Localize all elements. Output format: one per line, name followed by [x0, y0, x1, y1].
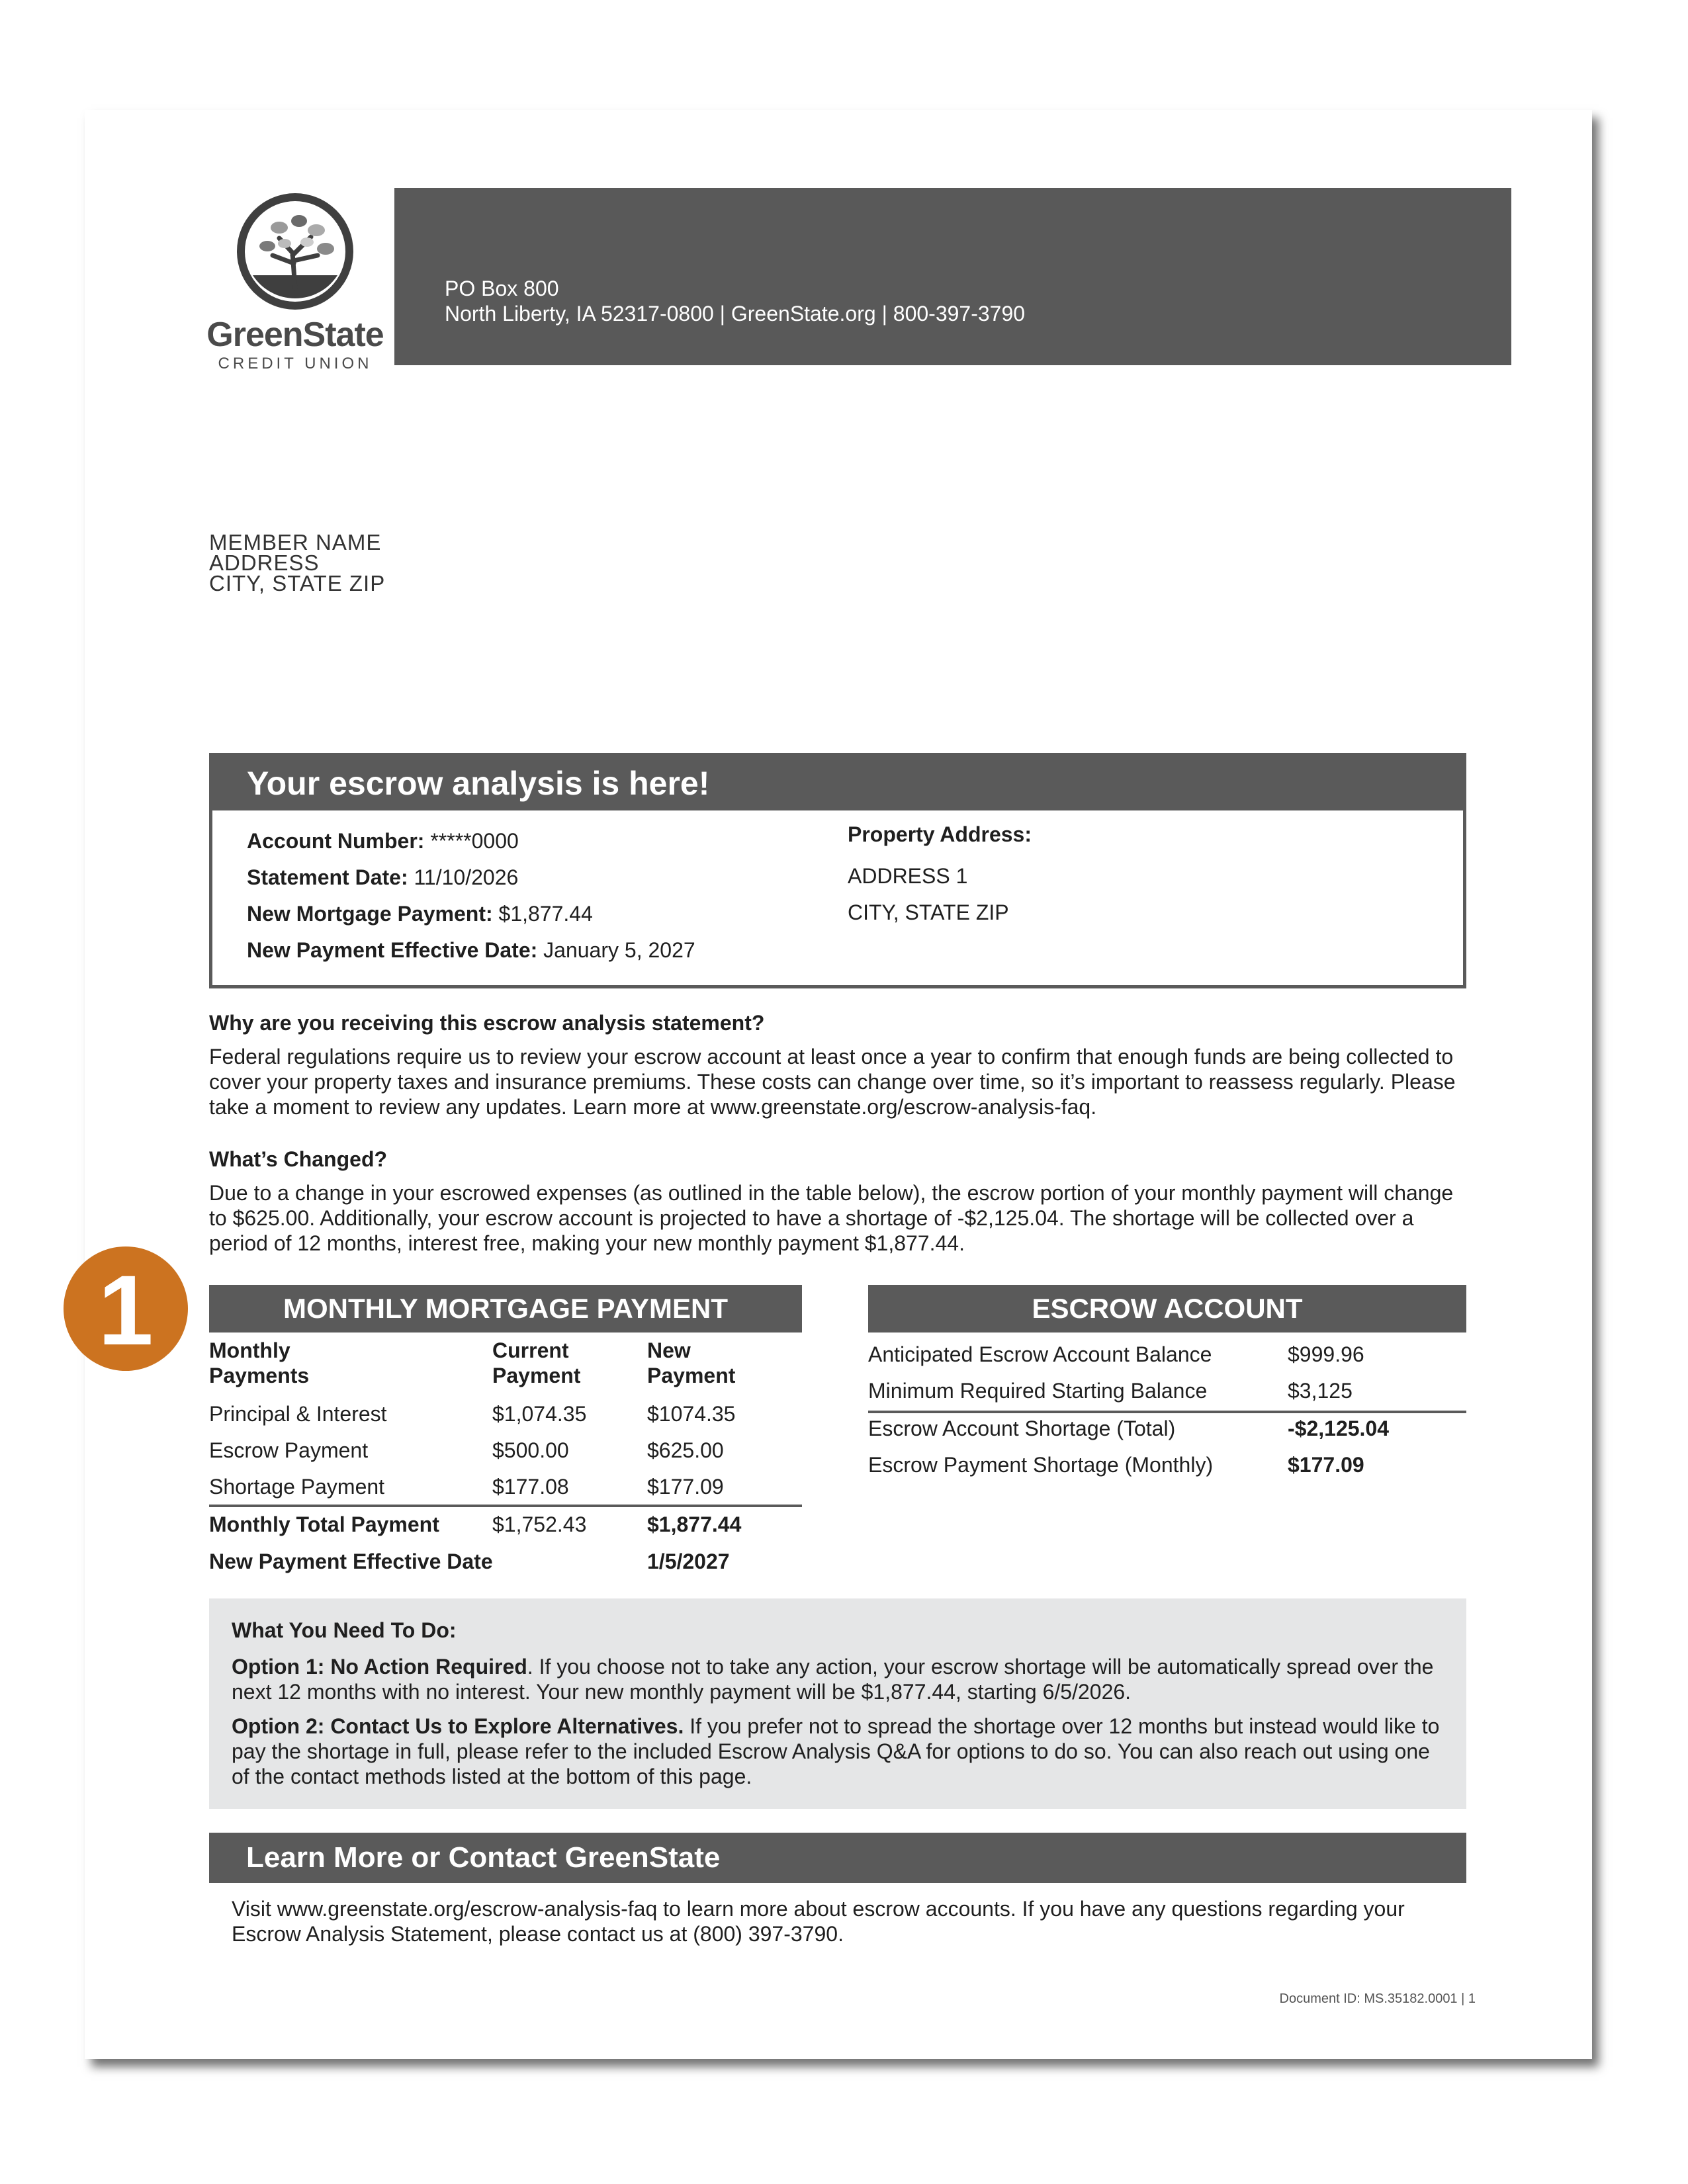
mortgage-col-current-payment [492, 1338, 580, 1388]
brand-logo [196, 189, 394, 381]
row-escrow-current: $500.00 [492, 1438, 569, 1462]
statement-page [85, 110, 1592, 2059]
member-name: MEMBER NAME [209, 530, 382, 554]
effective-date-label: New Payment Effective Date: [247, 938, 538, 962]
analysis-title: Your escrow analysis is here! [212, 756, 1463, 810]
col-header-line: Monthly [209, 1338, 290, 1362]
tree-logo-icon [233, 189, 357, 314]
mortgage-col-new-payment [647, 1338, 735, 1388]
new-mortgage-payment-value: $1,877.44 [492, 902, 593, 926]
new-mortgage-payment [247, 902, 593, 926]
step-number-badge: 1 [64, 1246, 188, 1371]
escrow-row-value: -$2,125.04 [1288, 1417, 1390, 1440]
option-2 [232, 1714, 1449, 1789]
what-to-do-box [209, 1598, 1466, 1809]
brand-name: GreenState [206, 316, 384, 354]
col-header-line: New [647, 1338, 691, 1362]
col-header-line: Payments [209, 1364, 310, 1387]
new-payment-effective-date [247, 938, 695, 963]
row-total-label: Monthly Total Payment [209, 1512, 439, 1536]
option-1-text: . If you choose not to take any action, your escrow shortage will be automatically spread over the next 12 months with no interest. Your new monthly payment will be $1,877.44, starting 6/5/2026. [232, 1655, 1434, 1704]
mortgage-col-monthly-payments [209, 1338, 309, 1388]
row-shortage-current: $177.08 [492, 1475, 569, 1499]
col-header-line: Payment [647, 1364, 736, 1387]
learn-more-text: Visit www.greenstate.org/escrow-analysis-faq to learn more about escrow accounts. If you have any questions regarding your Escrow Analysis Statement, please contact us at (800) 397-3790. [232, 1897, 1405, 1946]
escrow-row-value: $177.09 [1288, 1453, 1364, 1477]
new-mortgage-payment-label: New Mortgage Payment: [247, 902, 493, 926]
option-2-text: If you prefer not to spread the shortage over 12 months but instead would like to pay the shortage in full, please refer to the included Escrow Analysis Q&A for options to do so. You can also reach out using one of the contact methods listed at the bottom of this page. [232, 1714, 1440, 1788]
col-header-line: Current [492, 1338, 569, 1362]
header-contact-line: North Liberty, IA 52317-0800 | GreenState.org | 800-397-3790 [445, 302, 1026, 326]
row-principal-new: $1074.35 [647, 1402, 736, 1426]
property-address-label [848, 822, 1032, 847]
option-1-label: Option 1: No Action Required [232, 1655, 527, 1679]
row-effective-new: 1/5/2027 [647, 1550, 730, 1573]
what-to-do-heading: What You Need To Do: [232, 1618, 457, 1642]
row-shortage-new: $177.09 [647, 1475, 724, 1499]
escrow-table-divider [868, 1411, 1466, 1413]
account-number-label: Account Number: [247, 829, 425, 853]
row-principal-label: Principal & Interest [209, 1402, 387, 1426]
row-principal-current: $1,074.35 [492, 1402, 587, 1426]
option-2-label: Option 2: Contact Us to Explore Alternatives. [232, 1714, 684, 1738]
why-heading: Why are you receiving this escrow analysis statement? [209, 1011, 765, 1035]
option-1 [232, 1654, 1449, 1704]
member-city: CITY, STATE ZIP [209, 571, 386, 595]
escrow-row-label: Minimum Required Starting Balance [868, 1379, 1208, 1403]
escrow-row-label: Escrow Account Shortage (Total) [868, 1417, 1176, 1440]
escrow-row-value: $3,125 [1288, 1379, 1353, 1403]
account-number [247, 829, 519, 853]
statement-date-label: Statement Date: [247, 865, 408, 889]
row-total-new: $1,877.44 [647, 1512, 742, 1536]
header-po-box: PO Box 800 [445, 277, 559, 300]
mortgage-table-title: MONTHLY MORTGAGE PAYMENT [209, 1285, 802, 1332]
changed-heading: What’s Changed? [209, 1147, 388, 1171]
account-number-value: *****0000 [424, 829, 519, 853]
escrow-row-label: Escrow Payment Shortage (Monthly) [868, 1453, 1214, 1477]
escrow-table-title: ESCROW ACCOUNT [868, 1285, 1466, 1332]
learn-more-title: Learn More or Contact GreenState [209, 1833, 1466, 1883]
why-text: Federal regulations require us to review your escrow account at least once a year to confirm that enough funds are being collected to cover your property taxes and insurance premiums. These costs can change over time, so it’s important to reassess regularly. Please take a moment to review any updates. Learn more at www.greenstate.org/escrow-analysis-faq. [209, 1045, 1456, 1119]
document-id: Document ID: MS.35182.0001 | 1 [1279, 1991, 1476, 2006]
statement-date-value: 11/10/2026 [408, 865, 519, 889]
row-total-current: $1,752.43 [492, 1512, 587, 1536]
brand-subtitle: CREDIT UNION [218, 355, 373, 372]
changed-text: Due to a change in your escrowed expenses (as outlined in the table below), the escrow portion of your monthly payment will change to $625.00. Additionally, your escrow account is projected to have a shortage of -$2,125.04. The shortage will be collected over a period of 12 months, interest free, making your new monthly payment $1,877.44. [209, 1181, 1454, 1255]
col-header-line: Payment [492, 1364, 581, 1387]
row-effective-label: New Payment Effective Date [209, 1550, 493, 1573]
property-address-line1: ADDRESS 1 [848, 864, 968, 888]
member-address-block [209, 532, 385, 593]
header-band [394, 188, 1511, 365]
row-escrow-new: $625.00 [647, 1438, 724, 1462]
effective-date-value: January 5, 2027 [537, 938, 695, 962]
mortgage-table-divider [209, 1505, 802, 1507]
member-address: ADDRESS [209, 550, 320, 575]
row-escrow-label: Escrow Payment [209, 1438, 369, 1462]
escrow-analysis-box [209, 753, 1466, 988]
property-address-line2: CITY, STATE ZIP [848, 900, 1009, 924]
row-shortage-label: Shortage Payment [209, 1475, 385, 1499]
escrow-row-value: $999.96 [1288, 1342, 1364, 1366]
property-address-heading: Property Address: [848, 822, 1032, 846]
escrow-row-label: Anticipated Escrow Account Balance [868, 1342, 1212, 1366]
statement-date [247, 865, 518, 890]
